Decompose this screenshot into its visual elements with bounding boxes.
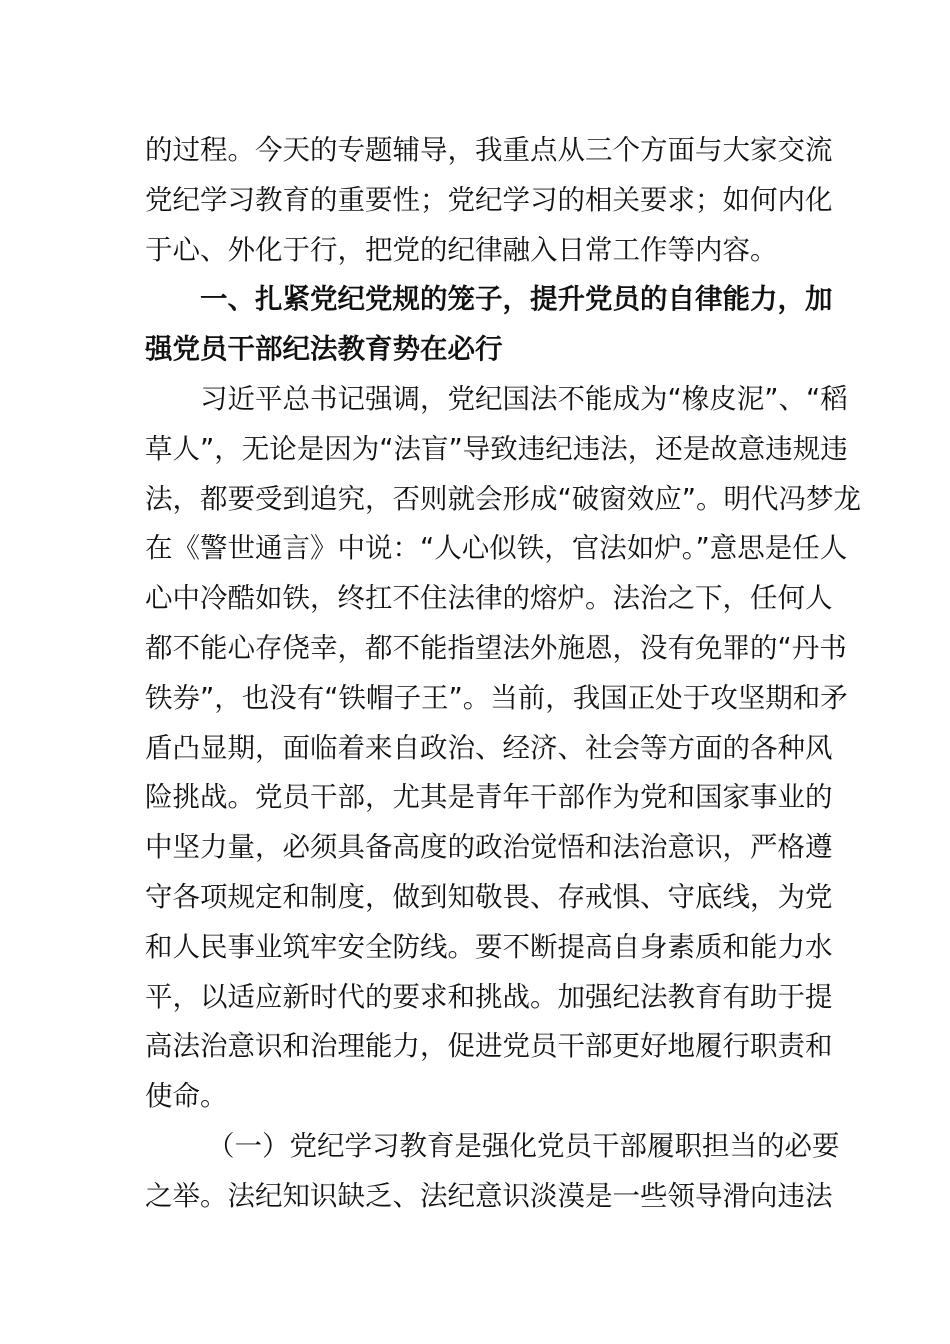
intro-paragraph [145,126,833,275]
body-text-line: 于心、外化于行，把党的纪律融入日常工作等内容。 [145,233,778,266]
body-text-line: 在《警世通言》中说：“人心似铁，官法如炉。”意思是任人 [145,532,848,565]
body-text-line: 盾凸显期，面临着来自政治、经济、社会等方面的各种风 [145,731,833,764]
body-text-line: 铁券”，也没有“铁帽子王”。当前，我国正处于攻坚期和矛 [145,681,848,714]
body-text-line: 草人”，无论是因为“法盲”导致违纪违法，还是故意违规违 [145,432,848,465]
body-text-line: 之举。法纪知识缺乏、法纪意识淡漠是一些领导滑向违法 [145,1179,833,1212]
section-heading-line: 强党员干部纪法教育势在必行 [145,333,503,366]
section-paragraph [145,375,861,1122]
section-heading [145,275,833,375]
body-text-line: 平，以适应新时代的要求和挑战。加强纪法教育有助于提 [145,980,833,1013]
body-text-line: 使命。 [145,1080,228,1113]
subsection-paragraph [145,1122,840,1222]
document-body [145,126,861,1222]
section-heading-line: 一、扎紧党纪党规的笼子，提升党员的自律能力，加 [200,283,833,316]
body-text-line: 党纪学习教育的重要性；党纪学习的相关要求；如何内化 [145,183,833,216]
body-text-line: 法，都要受到追究，否则就会形成“破窗效应”。明代冯梦龙 [145,482,861,515]
body-text-line: 守各项规定和制度，做到知敬畏、存戒惧、守底线，为党 [145,880,833,913]
body-text-line: 心中冷酷如铁，终扛不住法律的熔炉。法治之下，任何人 [145,582,833,615]
body-text-line: 习近平总书记强调，党纪国法不能成为“橡皮泥”、“稻 [200,382,848,415]
body-text-line: 都不能心存侥幸，都不能指望法外施恩，没有免罪的“丹书 [145,631,847,664]
body-text-line: （一）党纪学习教育是强化党员干部履职担当的必要 [207,1129,840,1162]
body-text-line: 和人民事业筑牢安全防线。要不断提高自身素质和能力水 [145,930,833,963]
body-text-line: 高法治意识和治理能力，促进党员干部更好地履行职责和 [145,1030,833,1063]
body-text-line: 的过程。今天的专题辅导，我重点从三个方面与大家交流 [145,134,833,166]
body-text-line: 险挑战。党员干部，尤其是青年干部作为党和国家事业的 [145,781,833,814]
body-text-line: 中坚力量，必须具备高度的政治觉悟和法治意识，严格遵 [145,831,833,864]
